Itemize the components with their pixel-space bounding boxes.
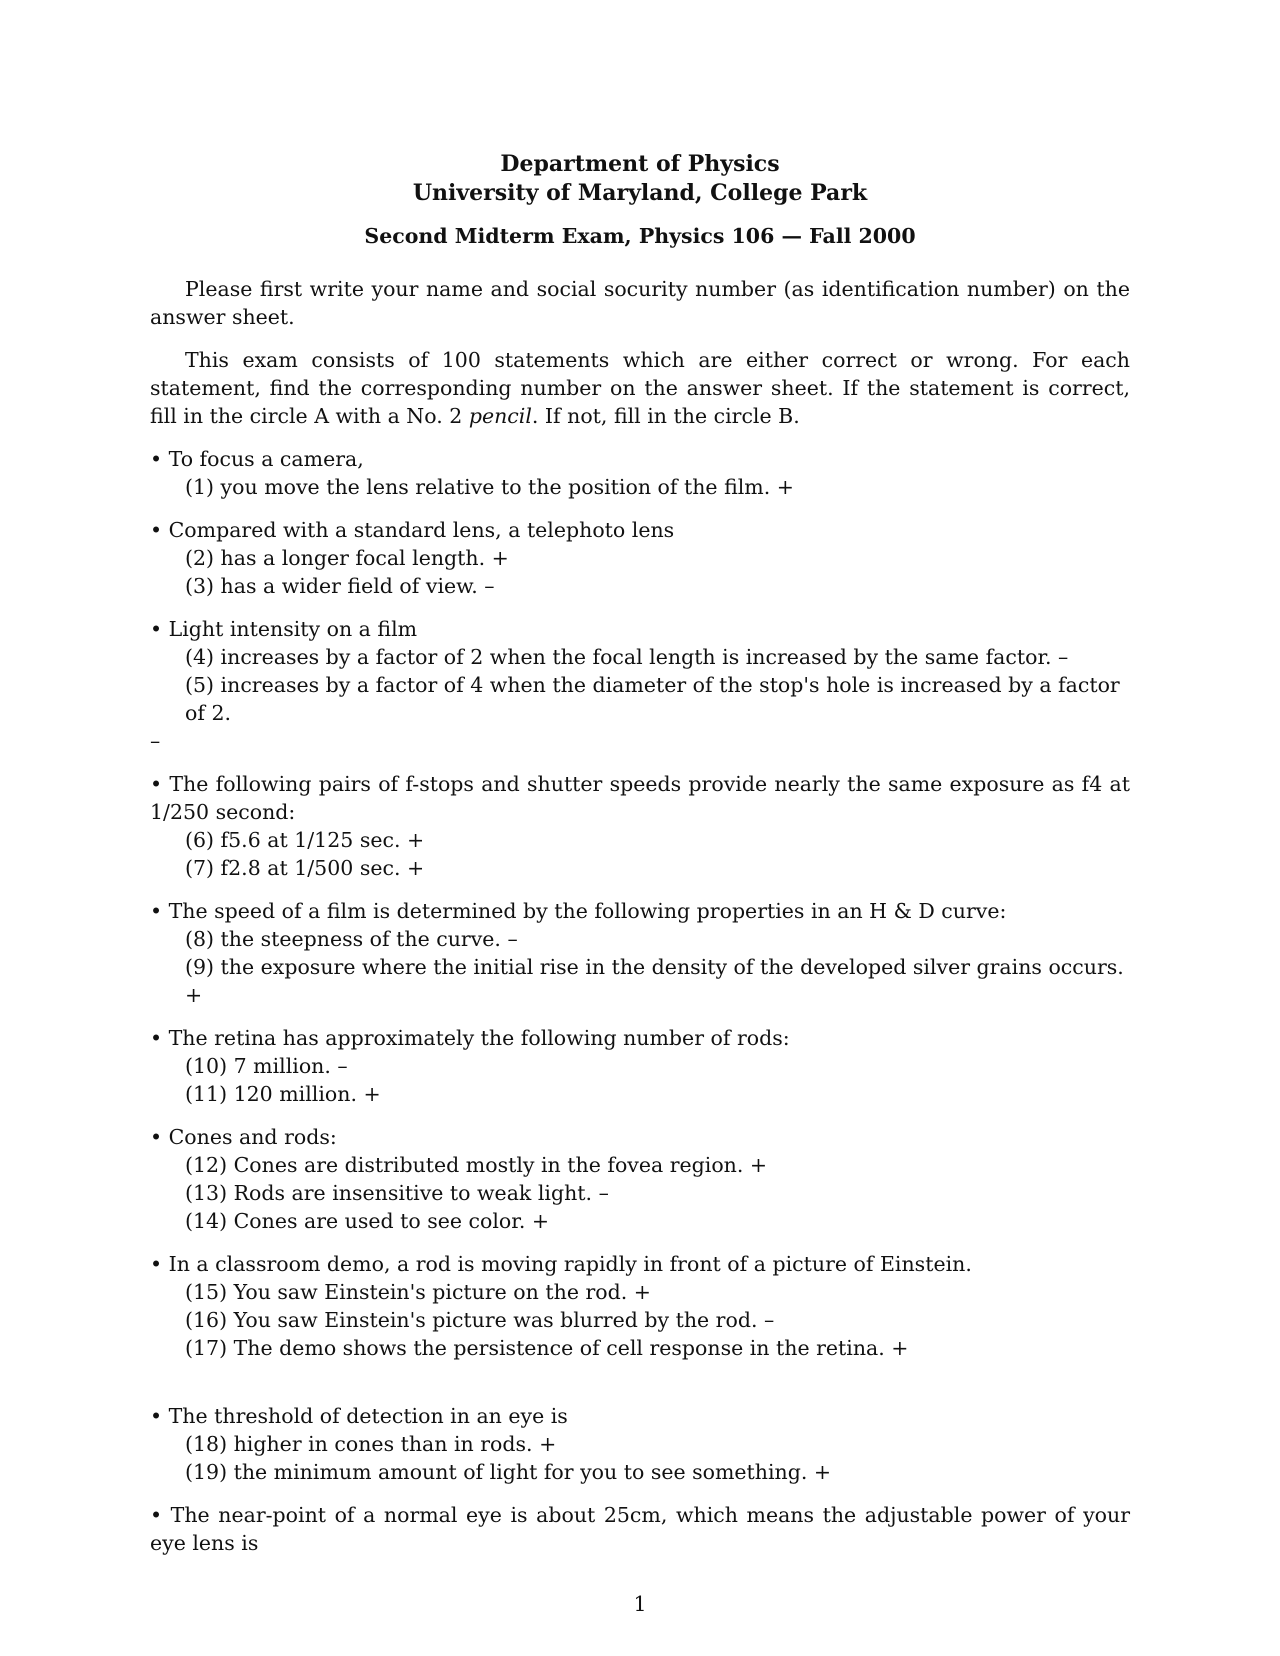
statement: (14) Cones are used to see color. + [185,1209,550,1233]
statement: (18) higher in cones than in rods. + [185,1432,557,1456]
statement: (10) 7 million. – [185,1054,348,1078]
question-stem: • Light intensity on a film [150,617,418,641]
instructions-paragraph-2 [150,346,1130,430]
question-group [150,1024,1130,1108]
question-group [150,516,1130,600]
university-title: University of Maryland, College Park [412,180,868,206]
statement: (7) f2.8 at 1/500 sec. + [185,856,425,880]
statement: (8) the steepness of the curve. – [185,927,518,951]
page-number: 1 [633,1592,647,1616]
statement: (13) Rods are insensitive to weak light. – [185,1181,609,1205]
question-stem: • The following pairs of f-stops and shutter speeds provide nearly the same exposure as f4 at 1/250 second: [150,772,1130,824]
question-group [150,1501,1130,1557]
question-group [150,1123,1130,1235]
instructions-text-a: This exam consists of 100 statements which are either correct or wrong. For each statement, find the corresponding number on the answer sheet. If the statement is correct, fill in the circle A with a No. 2 [150,348,1130,428]
question-stem: • Cones and rods: [150,1125,337,1149]
question-stem: • The near-point of a normal eye is about 25cm, which means the adjustable power of your eye lens is [150,1503,1130,1555]
instructions-paragraph-1: Please first write your name and social socurity number (as identification number) on the answer sheet. [150,277,1130,329]
question-stem: • Compared with a standard lens, a telephoto lens [150,518,675,542]
question-group [150,615,1130,755]
statement: (2) has a longer focal length. + [185,546,509,570]
question-stem: • The speed of a film is determined by the following properties in an H & D curve: [150,899,1007,923]
exam-title: Second Midterm Exam, Physics 106 — Fall 2000 [364,224,916,248]
instructions-emphasis: pencil [468,404,532,428]
question-group [150,1402,1130,1486]
question-group [150,897,1130,1009]
question-stem: • In a classroom demo, a rod is moving rapidly in front of a picture of Einstein. [150,1252,972,1276]
statement: (17) The demo shows the persistence of cell response in the retina. + [185,1336,909,1360]
statement: (12) Cones are distributed mostly in the fovea region. + [185,1153,768,1177]
statement: (6) f5.6 at 1/125 sec. + [185,828,425,852]
statement: (3) has a wider field of view. – [185,574,495,598]
question-group [150,445,1130,501]
statement: (19) the minimum amount of light for you to see something. + [185,1460,832,1484]
exam-page [150,150,1130,1572]
section-gap [150,1377,1130,1402]
instructions-text-b: . If not, fill in the circle B. [531,404,800,428]
question-stem: • The threshold of detection in an eye is [150,1404,568,1428]
statement: (1) you move the lens relative to the position of the film. + [185,475,794,499]
statement: (9) the exposure where the initial rise in the density of the developed silver grains occurs. + [185,955,1124,1007]
question-stem: • To focus a camera, [150,447,364,471]
statement: (16) You saw Einstein's picture was blurred by the rod. – [185,1308,775,1332]
question-stem: • The retina has approximately the following number of rods: [150,1026,790,1050]
statement: (11) 120 million. + [185,1082,381,1106]
statement-answer-mark: – [150,729,161,753]
question-list [150,445,1130,1557]
department-title: Department of Physics [500,151,780,177]
question-group [150,770,1130,882]
statement: (4) increases by a factor of 2 when the focal length is increased by the same factor. – [185,645,1069,669]
statement: (15) You saw Einstein's picture on the rod. + [185,1280,651,1304]
statement: (5) increases by a factor of 4 when the diameter of the stop's hole is increased by a factor of 2. [185,673,1120,725]
question-group [150,1250,1130,1362]
